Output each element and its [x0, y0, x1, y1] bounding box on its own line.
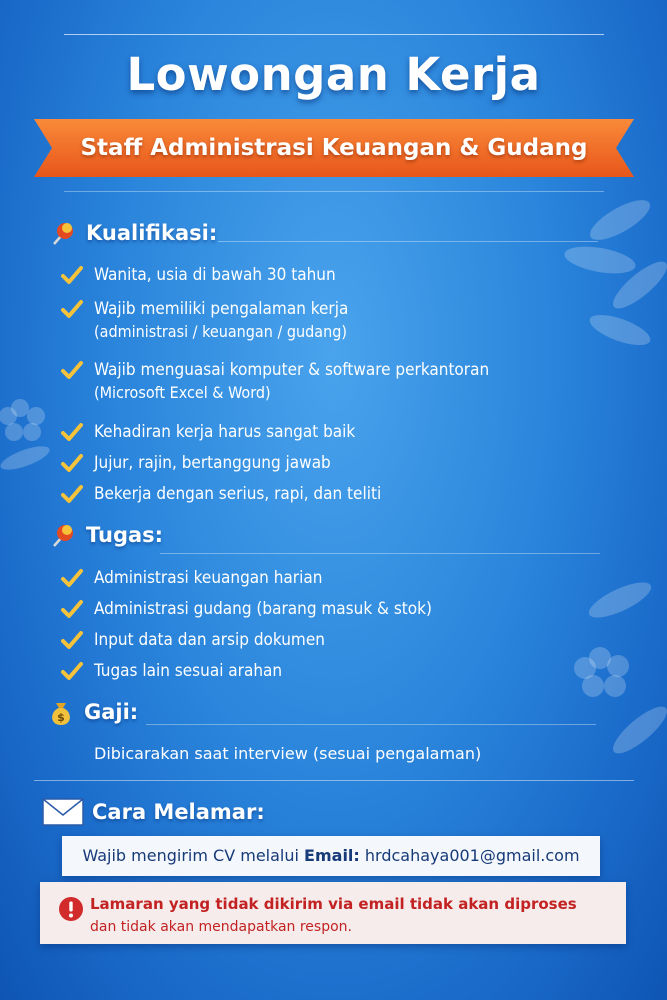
divider-salary	[146, 724, 596, 725]
list-item	[60, 420, 489, 451]
list-item	[60, 451, 489, 482]
warning-text-line2: dan tidak akan mendapatkan respon.	[90, 919, 352, 935]
pushpin-icon	[48, 218, 78, 248]
position-title: Staff Administrasi Keuangan & Gudang	[80, 135, 588, 161]
list-item	[60, 659, 432, 690]
list-item	[60, 263, 489, 294]
qualification-subtext: (Microsoft Excel & Word)	[94, 383, 271, 402]
check-icon	[60, 297, 84, 321]
salary-text: Dibicarakan saat interview (sesuai pengalaman)	[94, 744, 482, 763]
salary-heading	[46, 697, 138, 727]
email-label: Email:	[304, 846, 360, 865]
apply-label: Cara Melamar:	[92, 800, 265, 824]
list-item	[60, 628, 432, 659]
email-prefix: Wajib mengirim CV melalui	[82, 846, 299, 865]
list-item	[60, 597, 432, 628]
qualification-text: Wanita, usia di bawah 30 tahun	[94, 265, 336, 285]
apply-heading	[42, 797, 265, 827]
list-item	[60, 297, 489, 357]
check-icon	[60, 628, 84, 652]
check-icon	[60, 263, 84, 287]
exclamation-icon	[58, 896, 84, 922]
list-item	[60, 482, 489, 513]
list-item	[60, 358, 489, 418]
leaf-decoration-right-top	[560, 190, 667, 360]
qualifications-heading	[48, 218, 217, 248]
check-icon	[60, 451, 84, 475]
pushpin-icon	[48, 520, 78, 550]
task-text: Tugas lain sesuai arahan	[94, 661, 283, 681]
divider-tasks	[160, 553, 600, 554]
qualifications-list	[60, 263, 489, 513]
divider-top	[64, 34, 604, 35]
check-icon	[60, 482, 84, 506]
check-icon	[60, 597, 84, 621]
warning-card	[40, 882, 626, 944]
qualification-text: Jujur, rajin, bertanggung jawab	[94, 453, 331, 473]
salary-label: Gaji:	[84, 700, 139, 724]
warning-text-line1: Lamaran yang tidak dikirim via email tidak akan diproses	[90, 895, 577, 913]
flower-decoration-left	[0, 380, 60, 470]
list-item	[60, 566, 432, 597]
task-text: Administrasi gudang (barang masuk & stok)	[94, 599, 432, 619]
divider-qualifications	[218, 241, 598, 242]
email-card	[62, 836, 600, 876]
qualifications-label: Kualifikasi:	[86, 221, 218, 245]
qualification-text: Bekerja dengan serius, rapi, dan teliti	[94, 484, 382, 504]
page-title: Lowongan Kerja	[126, 48, 541, 101]
task-text: Input data dan arsip dokumen	[94, 630, 325, 650]
qualification-text: Wajib memiliki pengalaman kerja	[94, 299, 349, 319]
divider-apply	[34, 780, 634, 781]
qualification-subtext: (administrasi / keuangan / gudang)	[94, 322, 347, 341]
check-icon	[60, 358, 84, 382]
qualification-text: Wajib menguasai komputer & software perkantoran	[94, 360, 490, 380]
email-instruction	[62, 836, 600, 876]
flower-decoration-right-bottom	[560, 580, 667, 770]
task-text: Administrasi keuangan harian	[94, 568, 323, 588]
email-address[interactable]: hrdcahaya001@gmail.com	[364, 846, 580, 865]
money-bag-icon	[46, 697, 76, 727]
tasks-list	[60, 566, 432, 690]
envelope-icon	[42, 797, 84, 827]
qualification-text: Kehadiran kerja harus sangat baik	[94, 422, 356, 442]
svg-text:$: $	[57, 711, 65, 724]
tasks-heading	[48, 520, 163, 550]
check-icon	[60, 659, 84, 683]
check-icon	[60, 566, 84, 590]
tasks-label: Tugas:	[86, 523, 164, 547]
check-icon	[60, 420, 84, 444]
divider-under-ribbon	[64, 191, 604, 192]
